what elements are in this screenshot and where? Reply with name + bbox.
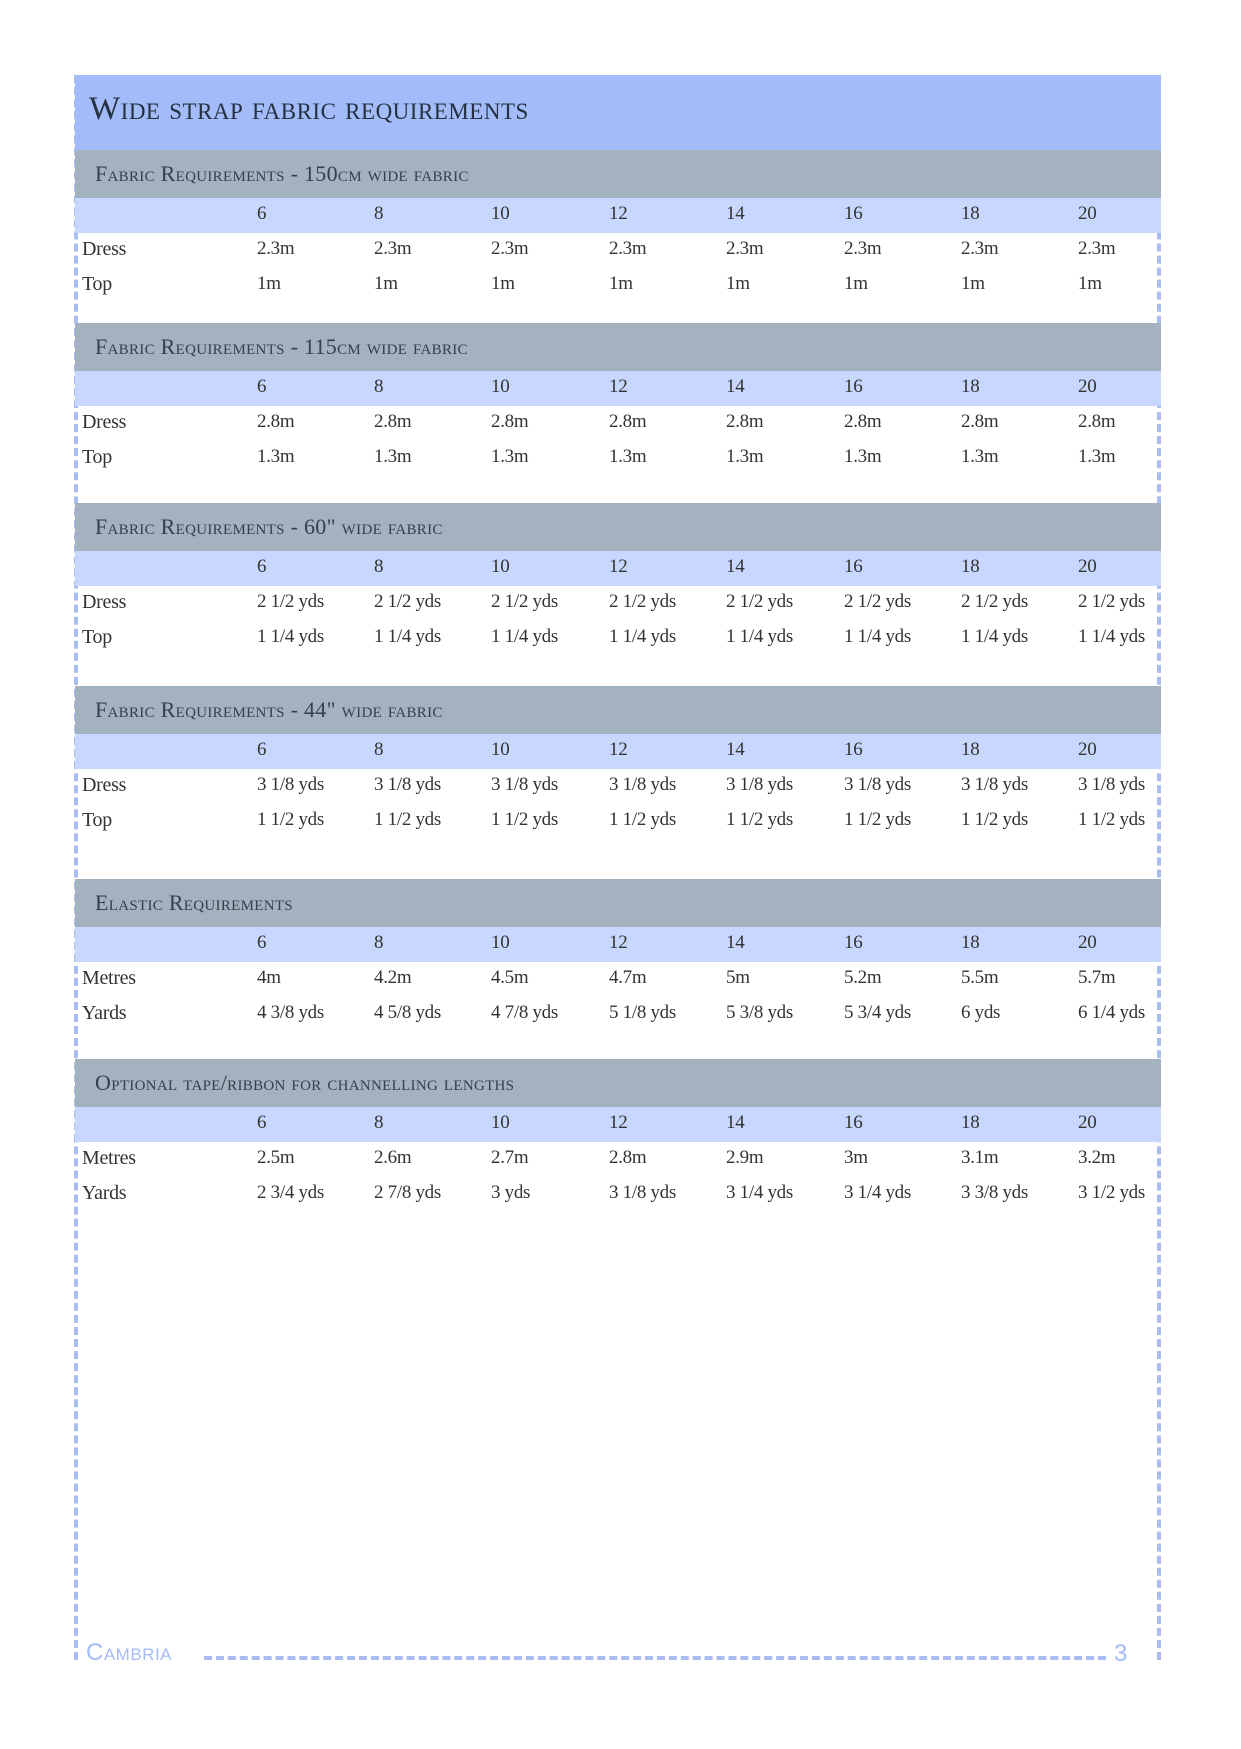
table-cell: 1m bbox=[609, 273, 633, 294]
table-row bbox=[75, 586, 1161, 621]
table-cell: 2.8m bbox=[726, 411, 764, 432]
table-cell: 1 1/4 yds bbox=[491, 626, 558, 647]
size-header-row bbox=[75, 1107, 1161, 1142]
size-header-cell: 6 bbox=[257, 1112, 267, 1133]
size-header-cell: 18 bbox=[961, 203, 980, 224]
size-header-cell: 14 bbox=[726, 932, 745, 953]
section-heading-bar bbox=[75, 323, 1161, 371]
table-cell: 2.3m bbox=[961, 238, 999, 259]
size-header-cell: 12 bbox=[609, 932, 628, 953]
size-header-cell: 10 bbox=[491, 1112, 510, 1133]
table-cell: 1m bbox=[844, 273, 868, 294]
table-row bbox=[75, 769, 1161, 804]
size-header-row bbox=[75, 551, 1161, 586]
table-cell: 2.9m bbox=[726, 1147, 764, 1168]
table-cell: 2.8m bbox=[844, 411, 882, 432]
section-heading: Fabric Requirements - 115cm wide fabric bbox=[95, 334, 468, 359]
table-cell: 5 1/8 yds bbox=[609, 1002, 676, 1023]
table-cell: 2.3m bbox=[609, 238, 647, 259]
table-cell: 4 7/8 yds bbox=[491, 1002, 558, 1023]
size-header-cell: 18 bbox=[961, 376, 980, 397]
section-heading: Optional tape/ribbon for channelling lengths bbox=[95, 1070, 515, 1095]
table-cell: 1m bbox=[726, 273, 750, 294]
size-header-cell: 10 bbox=[491, 739, 510, 760]
table-cell: 3 1/8 yds bbox=[844, 774, 911, 795]
table-cell: 1m bbox=[491, 273, 515, 294]
section-heading-bar bbox=[75, 879, 1161, 927]
table-cell: 2 1/2 yds bbox=[844, 591, 911, 612]
table-cell: 1m bbox=[961, 273, 985, 294]
frame-left-border bbox=[74, 75, 78, 1660]
table-cell: 4 3/8 yds bbox=[257, 1002, 324, 1023]
row-label: Dress bbox=[82, 238, 127, 260]
section-heading: Fabric Requirements - 150cm wide fabric bbox=[95, 161, 469, 186]
size-header-cell: 16 bbox=[844, 556, 863, 577]
requirements-section bbox=[75, 150, 1161, 303]
table-cell: 1 1/4 yds bbox=[609, 626, 676, 647]
table-cell: 2 1/2 yds bbox=[961, 591, 1028, 612]
table-cell: 1 1/2 yds bbox=[374, 809, 441, 830]
table-row bbox=[75, 962, 1161, 997]
table-cell: 5.5m bbox=[961, 967, 999, 988]
table-cell: 2 1/2 yds bbox=[609, 591, 676, 612]
size-header-cell: 20 bbox=[1078, 739, 1097, 760]
table-row bbox=[75, 804, 1161, 839]
size-header-cell: 8 bbox=[374, 1112, 384, 1133]
table-cell: 6 yds bbox=[961, 1002, 1001, 1023]
table-cell: 1.3m bbox=[961, 446, 999, 467]
row-label: Top bbox=[82, 809, 112, 831]
table-cell: 3 1/8 yds bbox=[374, 774, 441, 795]
table-cell: 1 1/4 yds bbox=[961, 626, 1028, 647]
table-cell: 2 1/2 yds bbox=[257, 591, 324, 612]
row-label: Metres bbox=[82, 1147, 136, 1169]
size-header-cell: 16 bbox=[844, 376, 863, 397]
requirements-section bbox=[75, 323, 1161, 476]
section-heading: Fabric Requirements - 60" wide fabric bbox=[95, 514, 443, 539]
table-cell: 4.2m bbox=[374, 967, 412, 988]
table-cell: 2 7/8 yds bbox=[374, 1182, 441, 1203]
table-cell: 3 1/8 yds bbox=[609, 774, 676, 795]
size-header-row bbox=[75, 371, 1161, 406]
size-header-cell: 12 bbox=[609, 739, 628, 760]
size-header-cell: 10 bbox=[491, 932, 510, 953]
section-heading: Fabric Requirements - 44" wide fabric bbox=[95, 697, 443, 722]
table-cell: 2.3m bbox=[844, 238, 882, 259]
table-cell: 1 1/2 yds bbox=[961, 809, 1028, 830]
table-cell: 1 1/4 yds bbox=[374, 626, 441, 647]
section-heading-bar bbox=[75, 503, 1161, 551]
table-cell: 1.3m bbox=[844, 446, 882, 467]
size-header-cell: 20 bbox=[1078, 932, 1097, 953]
size-header-cell: 14 bbox=[726, 203, 745, 224]
row-label: Top bbox=[82, 446, 112, 468]
size-header-cell: 14 bbox=[726, 556, 745, 577]
row-label: Yards bbox=[82, 1002, 127, 1024]
requirements-section bbox=[75, 879, 1161, 1032]
size-header-cell: 16 bbox=[844, 203, 863, 224]
row-label: Dress bbox=[82, 411, 127, 433]
row-label: Yards bbox=[82, 1182, 127, 1204]
size-header-cell: 20 bbox=[1078, 376, 1097, 397]
table-cell: 1 1/4 yds bbox=[257, 626, 324, 647]
row-label: Metres bbox=[82, 967, 136, 989]
table-cell: 3 1/8 yds bbox=[1078, 774, 1145, 795]
table-cell: 2 1/2 yds bbox=[491, 591, 558, 612]
table-row bbox=[75, 1177, 1161, 1212]
table-cell: 2.8m bbox=[491, 411, 529, 432]
size-header-cell: 16 bbox=[844, 932, 863, 953]
table-cell: 1.3m bbox=[609, 446, 647, 467]
section-heading-bar bbox=[75, 1059, 1161, 1107]
size-header-cell: 14 bbox=[726, 739, 745, 760]
table-cell: 1m bbox=[1078, 273, 1102, 294]
row-label: Top bbox=[82, 273, 112, 295]
table-cell: 3 1/8 yds bbox=[726, 774, 793, 795]
table-cell: 2 1/2 yds bbox=[374, 591, 441, 612]
table-cell: 1 1/4 yds bbox=[726, 626, 793, 647]
table-cell: 4 5/8 yds bbox=[374, 1002, 441, 1023]
size-header-cell: 8 bbox=[374, 739, 384, 760]
table-cell: 1.3m bbox=[374, 446, 412, 467]
size-header-cell: 14 bbox=[726, 1112, 745, 1133]
page-number: 3 bbox=[1114, 1640, 1128, 1667]
size-header-cell: 6 bbox=[257, 203, 267, 224]
size-header-cell: 16 bbox=[844, 739, 863, 760]
size-header-cell: 20 bbox=[1078, 203, 1097, 224]
table-cell: 1 1/2 yds bbox=[491, 809, 558, 830]
table-cell: 1 1/2 yds bbox=[257, 809, 324, 830]
table-row bbox=[75, 268, 1161, 303]
table-cell: 3 yds bbox=[491, 1182, 531, 1203]
size-header-cell: 8 bbox=[374, 932, 384, 953]
size-header-cell: 18 bbox=[961, 932, 980, 953]
table-row bbox=[75, 233, 1161, 268]
table-cell: 2 1/2 yds bbox=[1078, 591, 1145, 612]
size-header-row bbox=[75, 198, 1161, 233]
table-cell: 3 1/4 yds bbox=[844, 1182, 911, 1203]
requirements-section bbox=[75, 686, 1161, 839]
table-row bbox=[75, 621, 1161, 656]
table-cell: 2.3m bbox=[374, 238, 412, 259]
table-cell: 1 1/4 yds bbox=[1078, 626, 1145, 647]
table-cell: 3 1/2 yds bbox=[1078, 1182, 1145, 1203]
frame-bottom-border bbox=[204, 1656, 1106, 1660]
table-cell: 4m bbox=[257, 967, 281, 988]
table-cell: 5 3/4 yds bbox=[844, 1002, 911, 1023]
size-header-cell: 14 bbox=[726, 376, 745, 397]
table-cell: 2 1/2 yds bbox=[726, 591, 793, 612]
size-header-cell: 8 bbox=[374, 376, 384, 397]
size-header-cell: 8 bbox=[374, 556, 384, 577]
table-cell: 2.8m bbox=[961, 411, 999, 432]
table-cell: 3m bbox=[844, 1147, 868, 1168]
size-header-cell: 8 bbox=[374, 203, 384, 224]
table-cell: 2.8m bbox=[257, 411, 295, 432]
table-cell: 1.3m bbox=[491, 446, 529, 467]
table-cell: 2.8m bbox=[1078, 411, 1116, 432]
section-heading-bar bbox=[75, 150, 1161, 198]
size-header-cell: 12 bbox=[609, 556, 628, 577]
table-cell: 2.5m bbox=[257, 1147, 295, 1168]
table-cell: 2 3/4 yds bbox=[257, 1182, 324, 1203]
requirements-section bbox=[75, 503, 1161, 656]
table-cell: 3 1/8 yds bbox=[491, 774, 558, 795]
size-header-cell: 10 bbox=[491, 556, 510, 577]
size-header-row bbox=[75, 734, 1161, 769]
size-header-cell: 12 bbox=[609, 1112, 628, 1133]
table-cell: 2.7m bbox=[491, 1147, 529, 1168]
table-cell: 3.1m bbox=[961, 1147, 999, 1168]
table-cell: 1 1/2 yds bbox=[609, 809, 676, 830]
table-cell: 3 1/8 yds bbox=[609, 1182, 676, 1203]
size-header-cell: 18 bbox=[961, 556, 980, 577]
table-row bbox=[75, 1142, 1161, 1177]
size-header-cell: 12 bbox=[609, 203, 628, 224]
table-row bbox=[75, 441, 1161, 476]
table-cell: 2.8m bbox=[374, 411, 412, 432]
table-cell: 2.3m bbox=[257, 238, 295, 259]
size-header-cell: 6 bbox=[257, 376, 267, 397]
table-cell: 3 1/4 yds bbox=[726, 1182, 793, 1203]
table-cell: 5.7m bbox=[1078, 967, 1116, 988]
table-cell: 3 1/8 yds bbox=[257, 774, 324, 795]
section-heading-bar bbox=[75, 686, 1161, 734]
size-header-cell: 18 bbox=[961, 1112, 980, 1133]
frame-right-border bbox=[1157, 75, 1161, 1660]
table-cell: 1 1/2 yds bbox=[844, 809, 911, 830]
table-cell: 2.6m bbox=[374, 1147, 412, 1168]
table-cell: 5m bbox=[726, 967, 750, 988]
table-cell: 2.8m bbox=[609, 1147, 647, 1168]
table-cell: 1.3m bbox=[257, 446, 295, 467]
size-header-cell: 12 bbox=[609, 376, 628, 397]
table-cell: 1 1/4 yds bbox=[844, 626, 911, 647]
size-header-cell: 6 bbox=[257, 556, 267, 577]
table-row bbox=[75, 406, 1161, 441]
requirements-section bbox=[75, 1059, 1161, 1212]
row-label: Top bbox=[82, 626, 112, 648]
table-cell: 5.2m bbox=[844, 967, 882, 988]
row-label: Dress bbox=[82, 591, 127, 613]
page-title: Wide strap fabric requirements bbox=[89, 91, 529, 127]
size-header-cell: 6 bbox=[257, 932, 267, 953]
section-heading: Elastic Requirements bbox=[95, 890, 293, 915]
size-header-cell: 10 bbox=[491, 203, 510, 224]
table-cell: 1m bbox=[257, 273, 281, 294]
size-header-cell: 20 bbox=[1078, 1112, 1097, 1133]
table-cell: 2.8m bbox=[609, 411, 647, 432]
table-cell: 3.2m bbox=[1078, 1147, 1116, 1168]
size-header-cell: 6 bbox=[257, 739, 267, 760]
table-cell: 6 1/4 yds bbox=[1078, 1002, 1145, 1023]
table-cell: 4.5m bbox=[491, 967, 529, 988]
footer-brand: Cambria bbox=[86, 1639, 173, 1666]
row-label: Dress bbox=[82, 774, 127, 796]
size-header-cell: 10 bbox=[491, 376, 510, 397]
table-cell: 1 1/2 yds bbox=[1078, 809, 1145, 830]
table-cell: 1m bbox=[374, 273, 398, 294]
size-header-cell: 18 bbox=[961, 739, 980, 760]
table-cell: 2.3m bbox=[491, 238, 529, 259]
table-cell: 2.3m bbox=[726, 238, 764, 259]
table-cell: 5 3/8 yds bbox=[726, 1002, 793, 1023]
table-cell: 3 3/8 yds bbox=[961, 1182, 1028, 1203]
table-cell: 1 1/2 yds bbox=[726, 809, 793, 830]
table-cell: 4.7m bbox=[609, 967, 647, 988]
table-row bbox=[75, 997, 1161, 1032]
table-cell: 3 1/8 yds bbox=[961, 774, 1028, 795]
table-cell: 1.3m bbox=[1078, 446, 1116, 467]
table-cell: 1.3m bbox=[726, 446, 764, 467]
size-header-cell: 20 bbox=[1078, 556, 1097, 577]
title-bar bbox=[75, 75, 1161, 150]
size-header-cell: 16 bbox=[844, 1112, 863, 1133]
table-cell: 2.3m bbox=[1078, 238, 1116, 259]
size-header-row bbox=[75, 927, 1161, 962]
